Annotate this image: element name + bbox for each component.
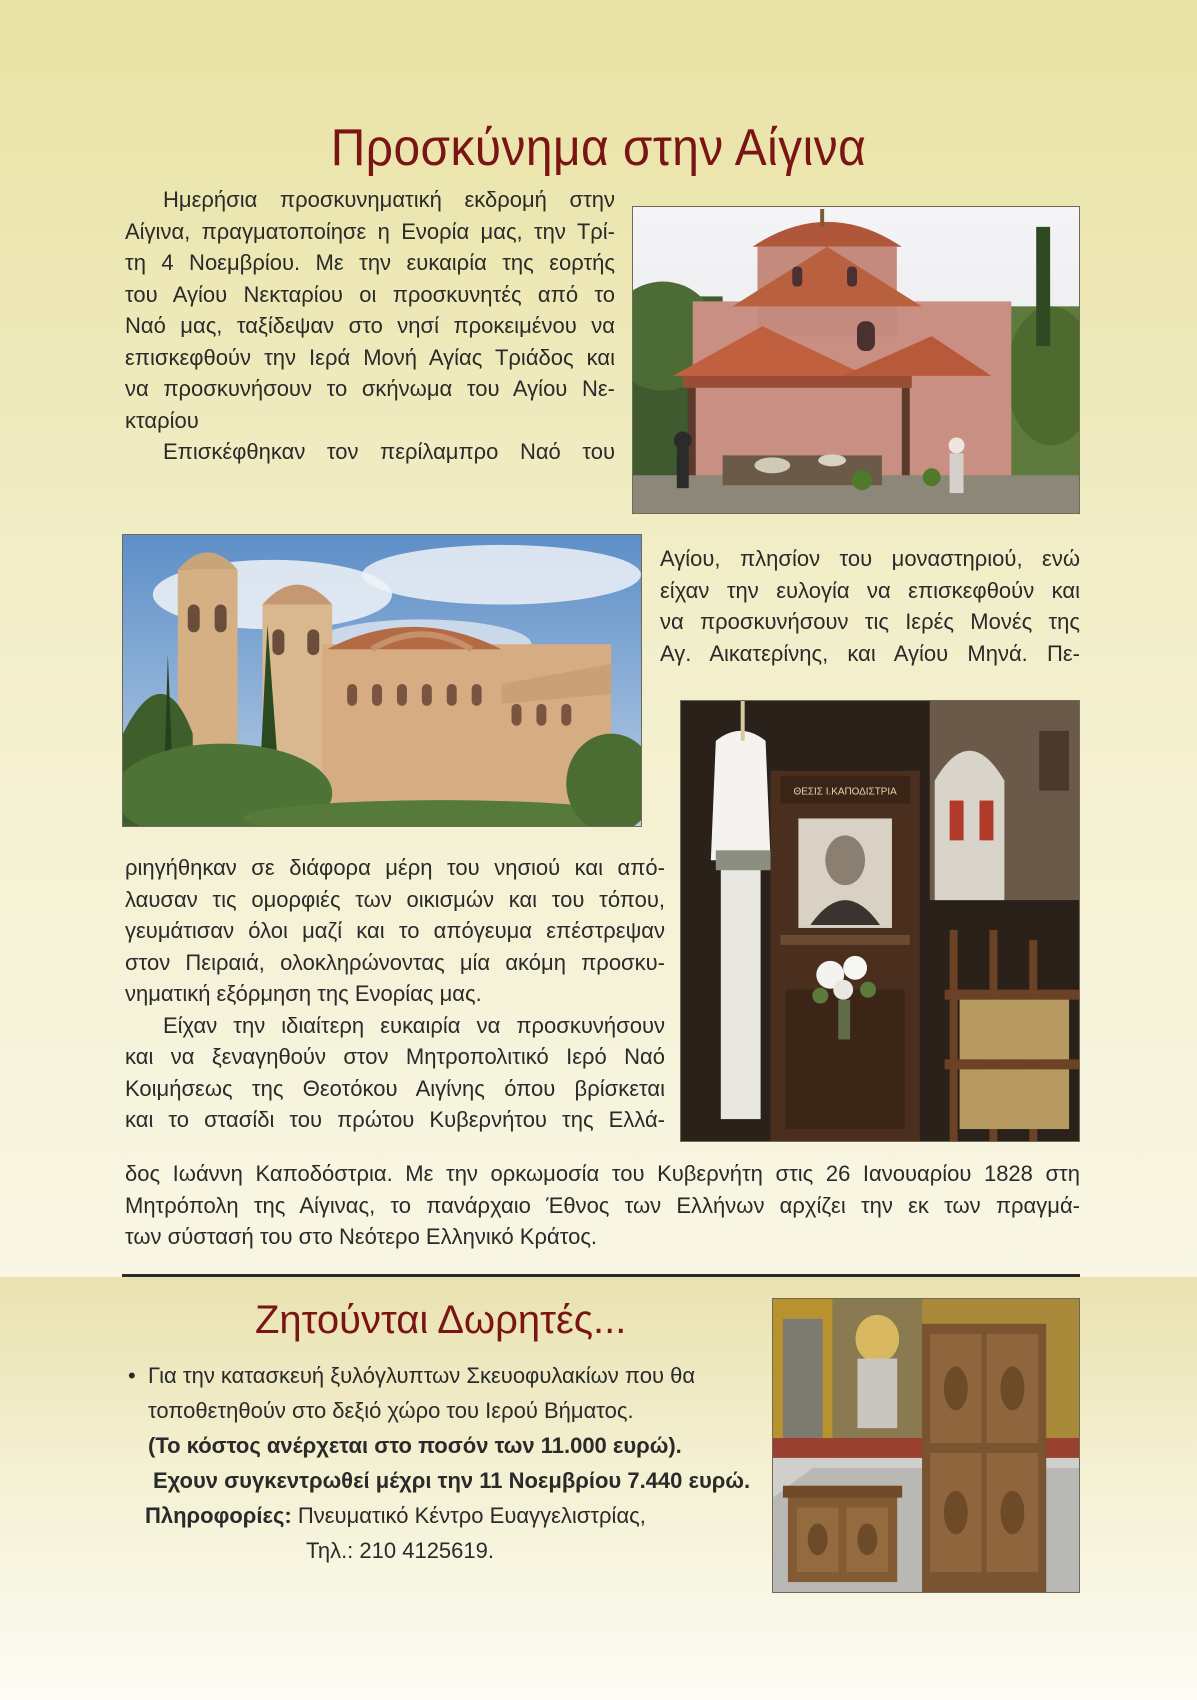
- text-line: επισκεφθούν την Ιερά Μονή Αγίας Τριάδος και: [125, 344, 615, 370]
- section-divider: [122, 1274, 1080, 1277]
- text-line: νηματική εξόρμηση της Ενορίας μας.: [125, 981, 482, 1006]
- text-line: τη 4 Νοεμβρίου. Με την ευκαιρία της εορτής: [125, 250, 615, 275]
- text-line: λαυσαν τις ομορφιές των οικισμών και του τόπου,: [125, 886, 665, 912]
- stasidi-plaque-text: ΘΕΣΙΣ Ι.ΚΑΠΟΔΙΣΤΡΙΑ: [793, 786, 897, 798]
- article-paragraph-1: [125, 184, 615, 468]
- donors-collected: Εχουν συγκεντρωθεί μέχρι την 11 Νοεμβρίου 7.440 ευρώ.: [153, 1468, 751, 1493]
- text-line: Αγίου, πλησίον του μοναστηριού, ενώ: [660, 546, 1080, 571]
- text-line: να προσκυνήσουν τις Ιερές Μονές της: [660, 609, 1080, 634]
- donors-title: Ζητούνται Δωρητές...: [255, 1298, 627, 1342]
- text-line: Είχαν την ιδιαίτερη ευκαιρία να προσκυνήσουν: [163, 1012, 665, 1038]
- donors-line-2: τοποθετηθούν στο δεξιό χώρο του Ιερού Βήματος.: [148, 1398, 634, 1423]
- text-line: Επισκέφθηκαν τον περίλαμπρο Ναό του: [163, 439, 615, 464]
- text-line: Αγ. Αικατερίνης, και Αγίου Μηνά. Πε-: [660, 640, 1080, 666]
- photo-kapodistrias-stasidi: [680, 700, 1080, 1142]
- text-line: στον Πειραιά, ολοκληρώνοντας μία ακόμη προσκυ-: [125, 949, 665, 975]
- text-line: Ημερήσια προσκυνηματική εκδρομή στην: [163, 187, 615, 212]
- text-line: και να ξεναγηθούν στον Μητροπολιτικό Ιερό Ναό: [125, 1044, 665, 1069]
- text-line: Αίγινα, πραγματοποίησε η Ενορία μας, την Τρί-: [125, 218, 615, 244]
- text-line: κταρίου: [125, 407, 199, 433]
- text-line: και το στασίδι του πρώτου Κυβερνήτου της Ελλά-: [125, 1107, 665, 1132]
- donors-info: [128, 1358, 768, 1568]
- text-line: γευμάτισαν όλοι μαζί και το απόγευμα επέστρεψαν: [125, 918, 665, 943]
- article-paragraph-2: [660, 543, 1080, 669]
- photo-saint-nektarios-church: [122, 534, 642, 827]
- phone-number: Τηλ.: 210 4125619.: [306, 1538, 494, 1563]
- article-paragraph-3: [125, 852, 665, 1136]
- text-line: δος Ιωάννη Καποδόστρια. Με την ορκωμοσία του Κυβερνήτη στις 26 Ιανουαρίου 1828 στη: [125, 1161, 1080, 1186]
- bullet-icon: •: [128, 1363, 136, 1388]
- text-line: των σύστασή του στο Νεότερο Ελληνικό Κράτος.: [125, 1224, 598, 1249]
- donors-cost: (Το κόστος ανέρχεται στο ποσόν των 11.000 ευρώ).: [148, 1433, 682, 1458]
- donors-line-1: Για την κατασκευή ξυλόγλυπτων Σκευοφυλακίων που θα: [148, 1363, 696, 1388]
- page-title: Προσκύνημα στην Αίγινα: [330, 119, 867, 177]
- photo-carved-cabinets: [772, 1298, 1080, 1593]
- text-line: του Αγίου Νεκταρίου οι προσκυνητές από το: [125, 281, 615, 307]
- text-line: να προσκυνήσουν το σκήνωμα του Αγίου Νε-: [125, 376, 615, 401]
- article-paragraph-4: [125, 1158, 1080, 1253]
- text-line: ριηγήθηκαν σε διάφορα μέρη του νησιού και από-: [125, 855, 665, 880]
- text-line: Μητρόπολη της Αίγινας, το πανάρχαιο Έθνος των Ελλήνων αρχίζει την εκ των πραγμά-: [125, 1192, 1080, 1218]
- text-line: είχαν την ευλογία να επισκεφθούν και: [660, 577, 1080, 603]
- info-label: Πληροφορίες:: [145, 1503, 292, 1528]
- text-line: Κοιμήσεως της Θεοτόκου Αιγίνης όπου βρίσκεται: [125, 1075, 665, 1101]
- text-line: Ναό μας, ταξίδεψαν στο νησί προκειμένου να: [125, 313, 615, 338]
- photo-holy-trinity-monastery: [632, 206, 1080, 514]
- info-text: Πνευματικό Κέντρο Ευαγγελιστρίας,: [297, 1503, 646, 1528]
